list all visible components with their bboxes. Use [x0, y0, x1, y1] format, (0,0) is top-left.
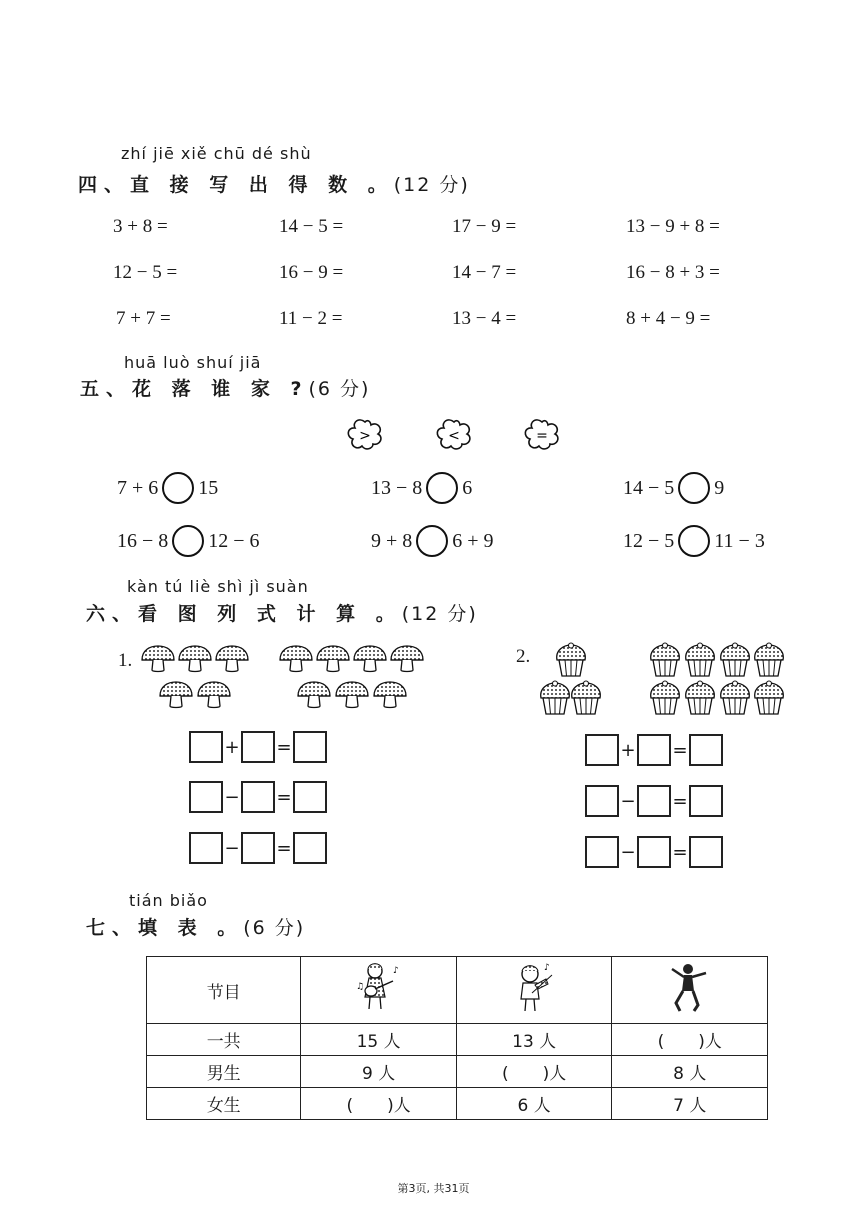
mushroom-icon — [160, 682, 192, 708]
table-header-row — [147, 957, 768, 1024]
comparison-left: 7 + 6 — [117, 476, 159, 499]
comparison-item — [623, 472, 724, 504]
arith-problem: 8 + 4 − 9 = — [626, 308, 711, 329]
comparison-item — [371, 472, 472, 504]
comparison-left: 13 − 8 — [371, 476, 423, 499]
table-header-cell — [301, 957, 457, 1024]
mushroom-icon — [298, 682, 330, 708]
cupcake-icon — [686, 681, 715, 714]
arith-problem: 14 − 7 = — [452, 262, 517, 283]
arith-problem: 7 + 7 = — [116, 308, 171, 329]
section7-title: 七、填 表 。 — [86, 917, 244, 939]
table-cell: 15 人 — [301, 1024, 457, 1056]
cupcake-icon — [721, 643, 750, 676]
answer-box[interactable] — [293, 832, 327, 864]
answer-box[interactable] — [689, 734, 723, 766]
table-row — [147, 1088, 768, 1120]
row-label: 男生 — [147, 1056, 301, 1088]
cupcake-picture — [536, 640, 788, 720]
table-cell-blank[interactable]: ( )人 — [612, 1024, 768, 1056]
answer-box[interactable] — [637, 836, 671, 868]
cupcake-icon — [651, 681, 680, 714]
flower-symbol: = — [536, 428, 548, 444]
answer-box[interactable] — [689, 785, 723, 817]
svg-text:♫: ♫ — [355, 981, 364, 992]
comparison-left: 9 + 8 — [371, 529, 413, 552]
flower-icon — [434, 418, 474, 452]
mushroom-icon — [179, 646, 211, 672]
table-header-cell — [612, 957, 768, 1024]
answer-box[interactable] — [585, 734, 619, 766]
question-1-label: 1. — [118, 650, 133, 671]
comparison-right: 6 — [462, 476, 473, 499]
answer-box[interactable] — [293, 781, 327, 813]
operator: − — [620, 790, 636, 812]
operator: + — [224, 736, 240, 758]
answer-box[interactable] — [189, 832, 223, 864]
cupcake-icon — [755, 643, 784, 676]
mushroom-icon — [142, 646, 174, 672]
question-2-label: 2. — [516, 646, 531, 667]
comparison-right: 6 + 9 — [452, 529, 494, 552]
arith-problem: 11 − 2 = — [279, 308, 343, 329]
mushroom-icon — [198, 682, 230, 708]
answer-box[interactable] — [241, 781, 275, 813]
flower-symbol: < — [448, 428, 460, 444]
arith-problem: 16 − 8 + 3 = — [626, 262, 720, 283]
section4-score: (12 分) — [393, 174, 470, 196]
operator: − — [224, 837, 240, 859]
section5-title: 五、花 落 谁 家 ? — [80, 378, 309, 400]
equals-sign: = — [672, 739, 688, 761]
operator: − — [620, 841, 636, 863]
equals-sign: = — [276, 736, 292, 758]
cupcake-icon — [557, 643, 586, 676]
answer-box[interactable] — [689, 836, 723, 868]
comparison-item — [623, 525, 765, 557]
cupcake-icon — [572, 681, 601, 714]
svg-text:♪: ♪ — [392, 965, 399, 976]
mushroom-icon — [317, 646, 349, 672]
answer-box[interactable] — [585, 785, 619, 817]
cupcake-icon — [721, 681, 750, 714]
answer-box[interactable] — [241, 731, 275, 763]
comparison-right: 15 — [198, 476, 219, 499]
table-cell: 9 人 — [301, 1056, 457, 1088]
comparison-left: 14 − 5 — [623, 476, 675, 499]
table-cell: 8 人 — [612, 1056, 768, 1088]
table-cell-blank[interactable]: ( )人 — [456, 1056, 612, 1088]
arith-problem: 3 + 8 = — [113, 216, 168, 237]
answer-box[interactable] — [189, 731, 223, 763]
comparison-left: 16 − 8 — [117, 529, 169, 552]
answer-box[interactable] — [637, 785, 671, 817]
arith-problem: 16 − 9 = — [279, 262, 344, 283]
equals-sign: = — [672, 790, 688, 812]
arith-problem: 12 − 5 = — [113, 262, 178, 283]
svg-text:♪: ♪ — [544, 962, 550, 973]
arith-problem: 13 − 9 + 8 = — [626, 216, 720, 237]
section6-heading — [86, 599, 478, 626]
mushroom-icon — [336, 682, 368, 708]
equation-row — [585, 836, 723, 868]
table-row — [147, 1056, 768, 1088]
table-cell: 7 人 — [612, 1088, 768, 1120]
answer-box[interactable] — [585, 836, 619, 868]
table-header-cell — [456, 957, 612, 1024]
table-row — [147, 1024, 768, 1056]
row-label: 女生 — [147, 1088, 301, 1120]
answer-box[interactable] — [637, 734, 671, 766]
answer-box[interactable] — [293, 731, 327, 763]
equals-sign: = — [276, 786, 292, 808]
comparison-right: 12 − 6 — [208, 529, 260, 552]
arith-problem: 17 − 9 = — [452, 216, 517, 237]
comparison-circle[interactable] — [162, 472, 194, 504]
cupcake-icon — [755, 681, 784, 714]
mushroom-picture — [140, 643, 436, 713]
comparison-item — [117, 525, 260, 557]
table-cell: 6 人 — [456, 1088, 612, 1120]
answer-box[interactable] — [241, 832, 275, 864]
cupcake-icon — [541, 681, 570, 714]
section6-score: (12 分) — [401, 603, 478, 625]
cupcake-icon — [686, 643, 715, 676]
comparison-circle[interactable] — [678, 472, 710, 504]
flower-symbol: > — [359, 428, 371, 444]
mushroom-icon — [354, 646, 386, 672]
table-header-label: 节目 — [147, 957, 301, 1024]
section4-title: 四、直 接 写 出 得 数 。 — [78, 174, 394, 196]
mushroom-icon — [391, 646, 423, 672]
comparison-right: 9 — [714, 476, 725, 499]
section5-score: (6 分) — [308, 378, 371, 400]
comparison-circle[interactable] — [426, 472, 458, 504]
section5-pinyin: huā luò shuí jiā — [124, 353, 262, 372]
row-label: 一共 — [147, 1024, 301, 1056]
section7-score: (6 分) — [243, 917, 306, 939]
section5-heading — [80, 374, 370, 401]
arith-problem: 13 − 4 = — [452, 308, 517, 329]
dancer-icon — [664, 961, 716, 1015]
section6-pinyin: kàn tú liè shì jì suàn — [127, 577, 309, 596]
equation-row — [585, 734, 723, 766]
mushroom-icon — [216, 646, 248, 672]
mushroom-icon — [374, 682, 406, 708]
program-table — [146, 956, 768, 1120]
section6-title: 六、看 图 列 式 计 算 。 — [86, 603, 402, 625]
answer-box[interactable] — [189, 781, 223, 813]
boy-violin-icon — [508, 961, 560, 1015]
mushroom-icon — [280, 646, 312, 672]
cupcake-icon — [651, 643, 680, 676]
comparison-circle[interactable] — [172, 525, 204, 557]
section4-heading — [78, 170, 470, 197]
equation-row — [189, 731, 327, 763]
table-cell-blank[interactable]: ( )人 — [301, 1088, 457, 1120]
operator: − — [224, 786, 240, 808]
equation-row — [189, 781, 327, 813]
section4-pinyin: zhí jiē xiě chū dé shù — [121, 144, 312, 163]
equals-sign: = — [276, 837, 292, 859]
comparison-circle[interactable] — [678, 525, 710, 557]
comparison-circle[interactable] — [416, 525, 448, 557]
comparison-right: 11 − 3 — [714, 529, 765, 552]
table-cell: 13 人 — [456, 1024, 612, 1056]
operator: + — [620, 739, 636, 761]
page-footer: 第3页, 共31页 — [397, 1182, 470, 1195]
girl-guitar-icon — [353, 961, 405, 1015]
section7-heading — [86, 913, 305, 940]
comparison-item — [117, 472, 218, 504]
flower-icon — [345, 418, 385, 452]
comparison-item — [371, 525, 494, 557]
equals-sign: = — [672, 841, 688, 863]
comparison-left: 12 − 5 — [623, 529, 675, 552]
flower-icon — [522, 418, 562, 452]
equation-row — [585, 785, 723, 817]
equation-row — [189, 832, 327, 864]
arith-problem: 14 − 5 = — [279, 216, 344, 237]
section7-pinyin: tián biǎo — [129, 891, 208, 910]
